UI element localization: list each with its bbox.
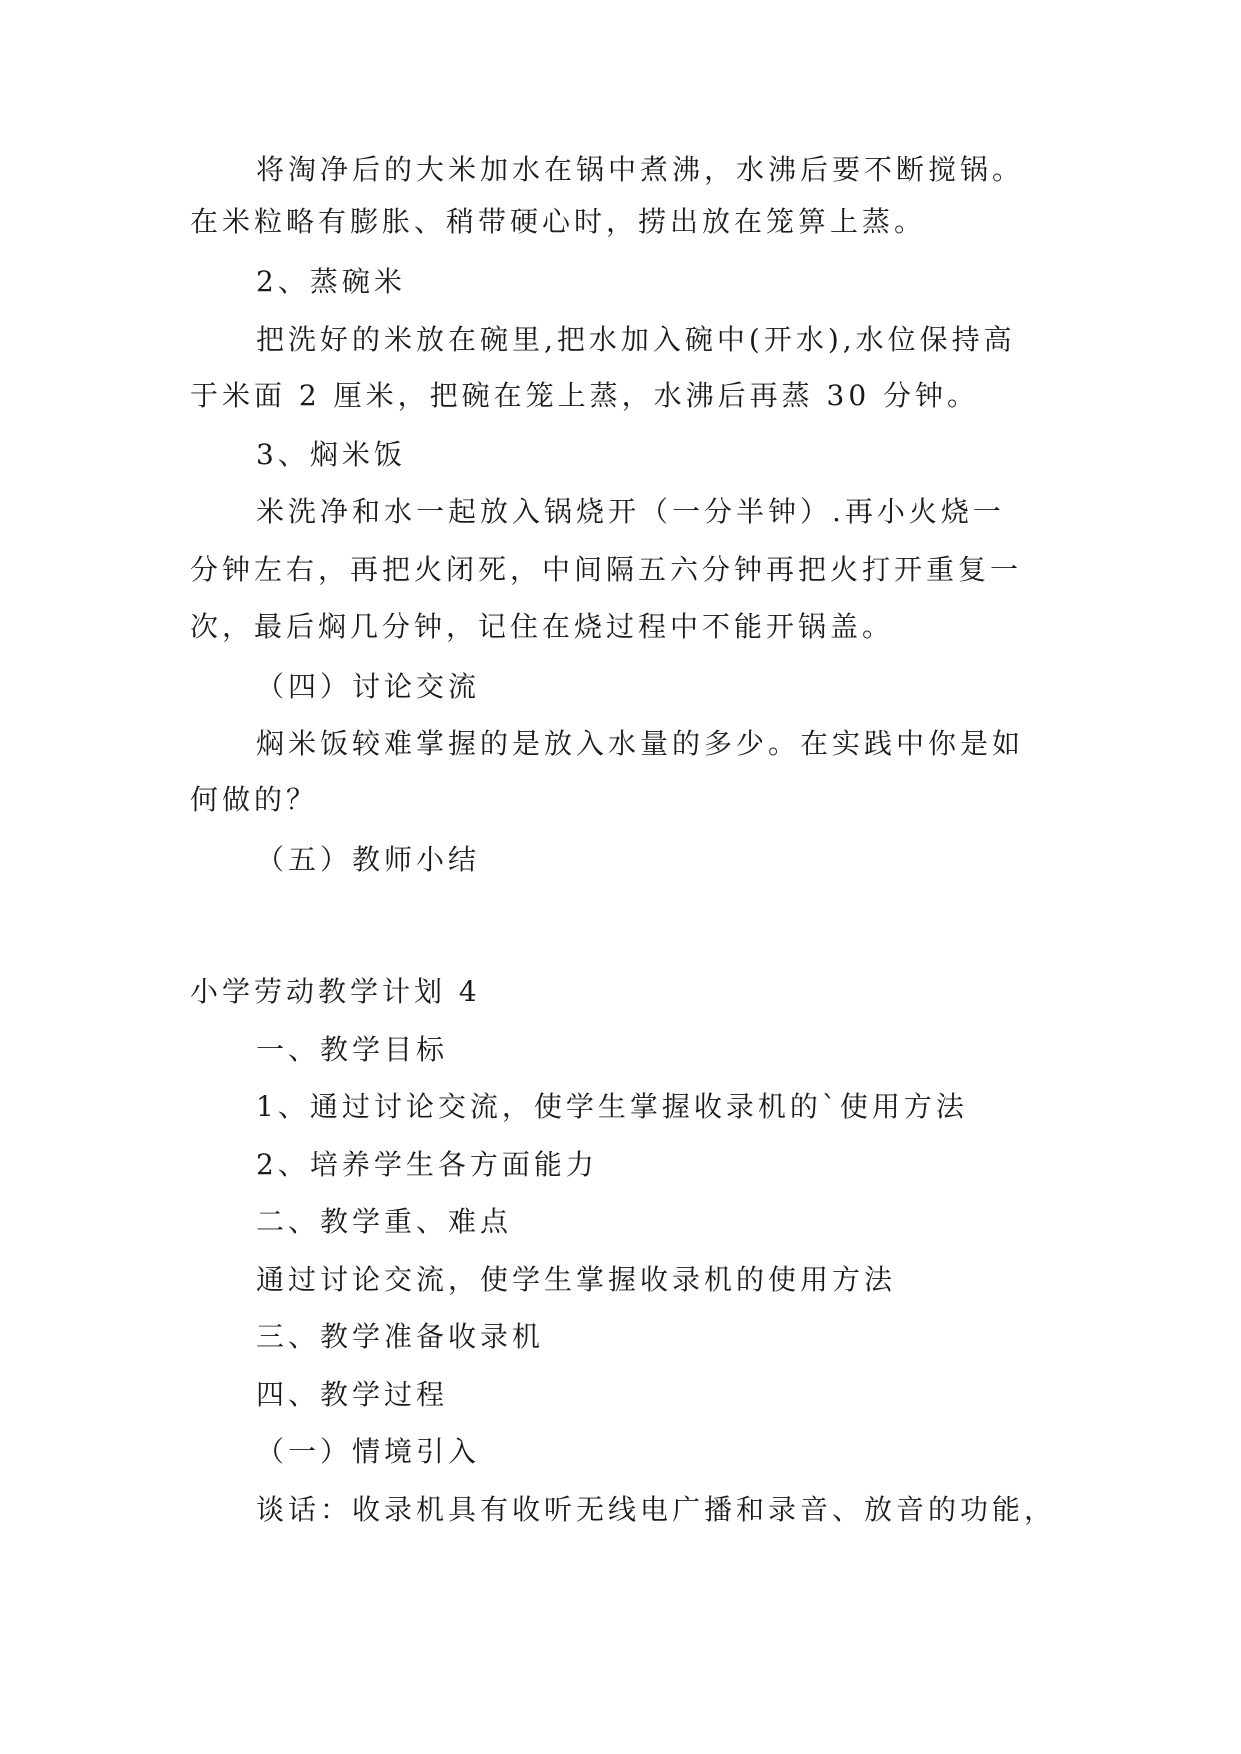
section-heading: 3、焖米饭	[256, 438, 406, 471]
paragraph-line: 米洗净和水一起放入锅烧开（一分半钟）.再小火烧一	[256, 495, 1005, 528]
paragraph-line: 焖米饭较难掌握的是放入水量的多少。在实践中你是如	[256, 727, 1025, 760]
list-item: 1、通过讨论交流，使学生掌握收录机的`使用方法	[256, 1090, 968, 1123]
paragraph-line: 次，最后焖几分钟，记住在烧过程中不能开锅盖。	[190, 610, 895, 643]
section-heading: 2、蒸碗米	[256, 265, 406, 298]
paragraph-line: 把洗好的米放在碗里,把水加入碗中(开水),水位保持高	[256, 323, 1016, 356]
paragraph-line: 通过讨论交流，使学生掌握收录机的使用方法	[256, 1263, 897, 1296]
section-heading: 四、教学过程	[256, 1378, 449, 1411]
paragraph-line: 在米粒略有膨胀、稍带硬心时，捞出放在笼箅上蒸。	[190, 205, 927, 238]
paragraph-line: 何做的？	[190, 783, 319, 816]
paragraph-line: 于米面 2 厘米，把碗在笼上蒸，水沸后再蒸 30 分钟。	[190, 379, 980, 412]
paragraph-line: 将淘净后的大米加水在锅中煮沸，水沸后要不断搅锅。	[256, 153, 1025, 186]
paragraph-line: 分钟左右，再把火闭死，中间隔五六分钟再把火打开重复一	[190, 553, 1023, 586]
section-heading: 二、教学重、难点	[256, 1205, 513, 1238]
section-heading: （五）教师小结	[256, 843, 481, 876]
section-heading: 三、教学准备收录机	[256, 1320, 545, 1353]
section-heading: （一）情境引入	[256, 1435, 481, 1468]
section-heading: 一、教学目标	[256, 1033, 449, 1066]
paragraph-line: 谈话：收录机具有收听无线电广播和录音、放音的功能，	[256, 1493, 1057, 1526]
section-heading: （四）讨论交流	[256, 670, 481, 703]
list-item: 2、培养学生各方面能力	[256, 1148, 598, 1181]
document-title: 小学劳动教学计划 4	[190, 975, 481, 1008]
